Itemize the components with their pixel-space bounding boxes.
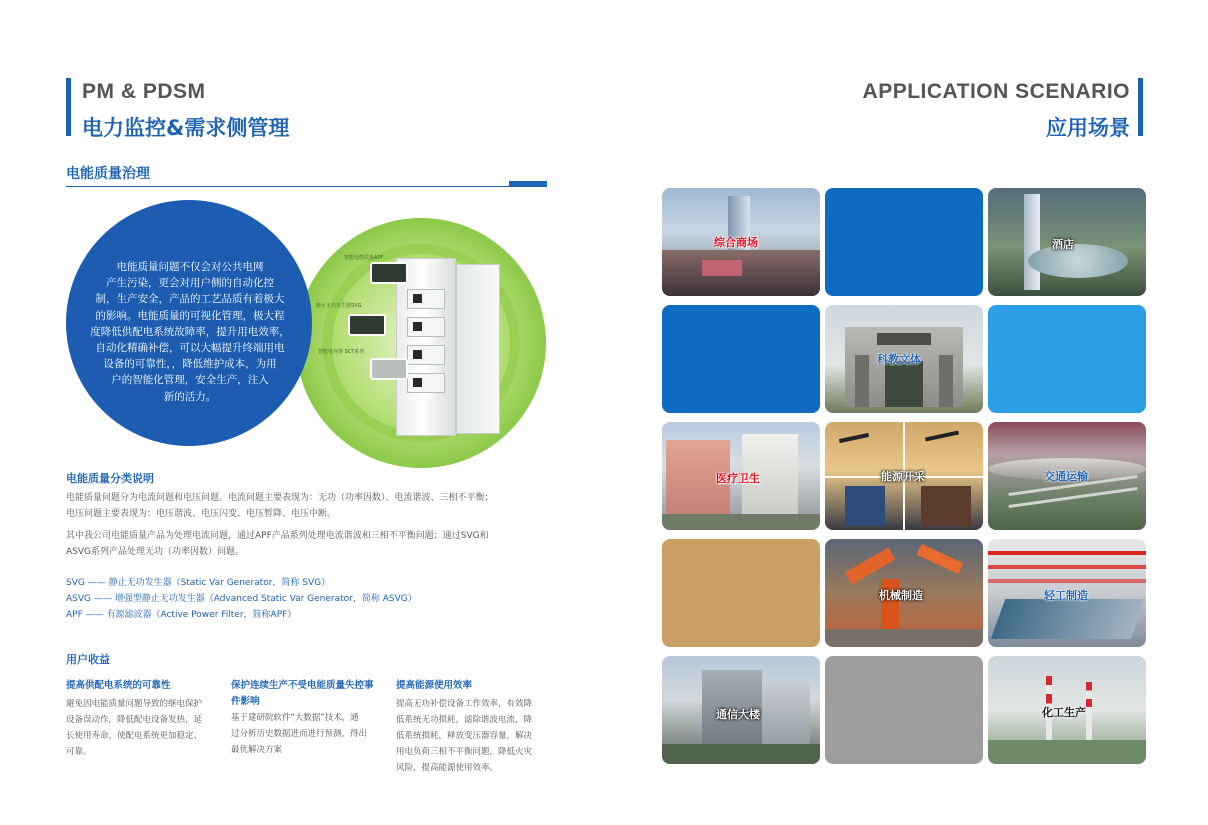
apf-cabinet-image bbox=[396, 258, 456, 436]
term-svg: SVG —— 静止无功发生器（Static Var Generator，简称 SVG） bbox=[66, 578, 331, 588]
scenario-label-telecom: 通信大楼 bbox=[716, 708, 760, 721]
product-label-svg: 静止无功发生器SVG bbox=[316, 303, 362, 309]
scenario-label-energy: 能源开采 bbox=[881, 470, 925, 483]
scenario-label-hotel: 酒店 bbox=[1052, 238, 1074, 251]
scenario-label-chemical: 化工生产 bbox=[1042, 706, 1086, 719]
scenario-tile-machinery bbox=[825, 539, 983, 647]
scenario-tile-blank-4 bbox=[662, 539, 820, 647]
scenario-tile-medical bbox=[662, 422, 820, 530]
product-label-apf: 智能电能质量APF bbox=[344, 255, 384, 261]
classification-title: 电能质量分类说明 bbox=[66, 472, 154, 485]
right-title-bar bbox=[1138, 78, 1143, 136]
scenario-tile-telecom bbox=[662, 656, 820, 764]
scenario-label-transport: 交通运输 bbox=[1044, 470, 1088, 483]
benefit-continuous-production: 保护连续生产不受电能质量失控事 件影响 基于建研院软件“大数据”技术，通 过分析历史数据进而进行预测，得出 最优解决方案 bbox=[231, 680, 374, 755]
product-label-sct: 智能电容器 SCT系列 bbox=[318, 349, 365, 355]
scenario-label-mall: 综合商场 bbox=[714, 236, 758, 249]
scenario-tile-mall bbox=[662, 188, 820, 296]
svg-module-image bbox=[348, 314, 386, 336]
scenario-tile-light-industry bbox=[988, 539, 1146, 647]
benefits-title: 用户收益 bbox=[66, 653, 110, 666]
section-title: 电能质量治理 bbox=[66, 166, 150, 182]
product-image-circle bbox=[296, 218, 546, 468]
apf-module-image bbox=[370, 262, 408, 284]
left-title-bar bbox=[66, 78, 71, 136]
benefit-reliability: 提高供配电系统的可靠性 避免因电能质量问题导致的继电保护 设备误动作，降低配电设备发热，延 长使用寿命，使配电系统更加稳定、 可靠。 bbox=[66, 680, 203, 757]
scenario-tile-energy bbox=[825, 422, 983, 530]
scenario-tile-education bbox=[825, 305, 983, 413]
scenario-tile-blank-1 bbox=[825, 188, 983, 296]
scenario-tile-hotel bbox=[988, 188, 1146, 296]
svg-cabinet-image bbox=[456, 264, 500, 434]
classification-para1-line2: 电压问题主要表现为：电压谐波、电压闪变、电压暂降、电压中断。 bbox=[66, 509, 337, 519]
scenario-label-machinery: 机械制造 bbox=[879, 589, 923, 602]
right-english-title: APPLICATION SCENARIO bbox=[862, 80, 1130, 103]
scenario-tile-transport bbox=[988, 422, 1146, 530]
scenario-label-medical: 医疗卫生 bbox=[716, 472, 760, 485]
term-apf: APF —— 有源滤波器（Active Power Filter，简称APF） bbox=[66, 610, 297, 620]
scenario-tile-blank-2 bbox=[662, 305, 820, 413]
capacitor-module-image bbox=[370, 358, 408, 380]
section-divider bbox=[66, 186, 547, 187]
classification-para2-line1: 其中我公司电能质量产品为处理电流问题，通过APF产品系列处理电流谐波和三相不平衡问题；通过SVG和 bbox=[66, 531, 489, 541]
scenario-label-education: 科教文体 bbox=[877, 353, 921, 366]
classification-para2-line2: ASVG系列产品处理无功（功率因数）问题。 bbox=[66, 547, 245, 557]
left-chinese-title: 电力监控&需求侧管理 bbox=[82, 116, 290, 140]
scenario-tile-blank-5 bbox=[825, 656, 983, 764]
classification-para1-line1: 电能质量问题分为电流问题和电压问题。电流问题主要表现为：无功（功率因数）、电流谐波、三相不平衡； bbox=[66, 493, 494, 503]
section-divider-accent bbox=[509, 181, 547, 187]
benefit-energy-efficiency: 提高能源使用效率 提高无功补偿设备工作效率，有效降 低系统无功损耗，滤除谐波电流，降 低系统损耗，释放变压器容量，解决 用电负荷三相不平衡问题，降低火灾 风险，提高能源使用效率。 bbox=[396, 680, 533, 773]
left-english-title: PM & PDSM bbox=[82, 80, 206, 103]
scenario-label-light-industry: 轻工制造 bbox=[1044, 589, 1088, 602]
term-asvg: ASVG —— 增强型静止无功发生器（Advanced Static Var Generator，简称 ASVG） bbox=[66, 594, 417, 604]
scenario-tile-chemical bbox=[988, 656, 1146, 764]
scenario-tile-blank-3 bbox=[988, 305, 1146, 413]
right-chinese-title: 应用场景 bbox=[1046, 116, 1130, 140]
intro-text: 电能质量问题不仅会对公共电网 产生污染，更会对用户侧的自动化控 制，生产安全，产品的工艺品质有着极大 的影响。电能质量的可视化管理，极大程 度降低供配电系统故障率，提升用电效率， 自动化精确补偿，可以大幅提升终端用电 设备的可靠性，，降低维护成本，为用 户的智能化管理，安全生产，注入 新的活力。 bbox=[90, 261, 290, 403]
